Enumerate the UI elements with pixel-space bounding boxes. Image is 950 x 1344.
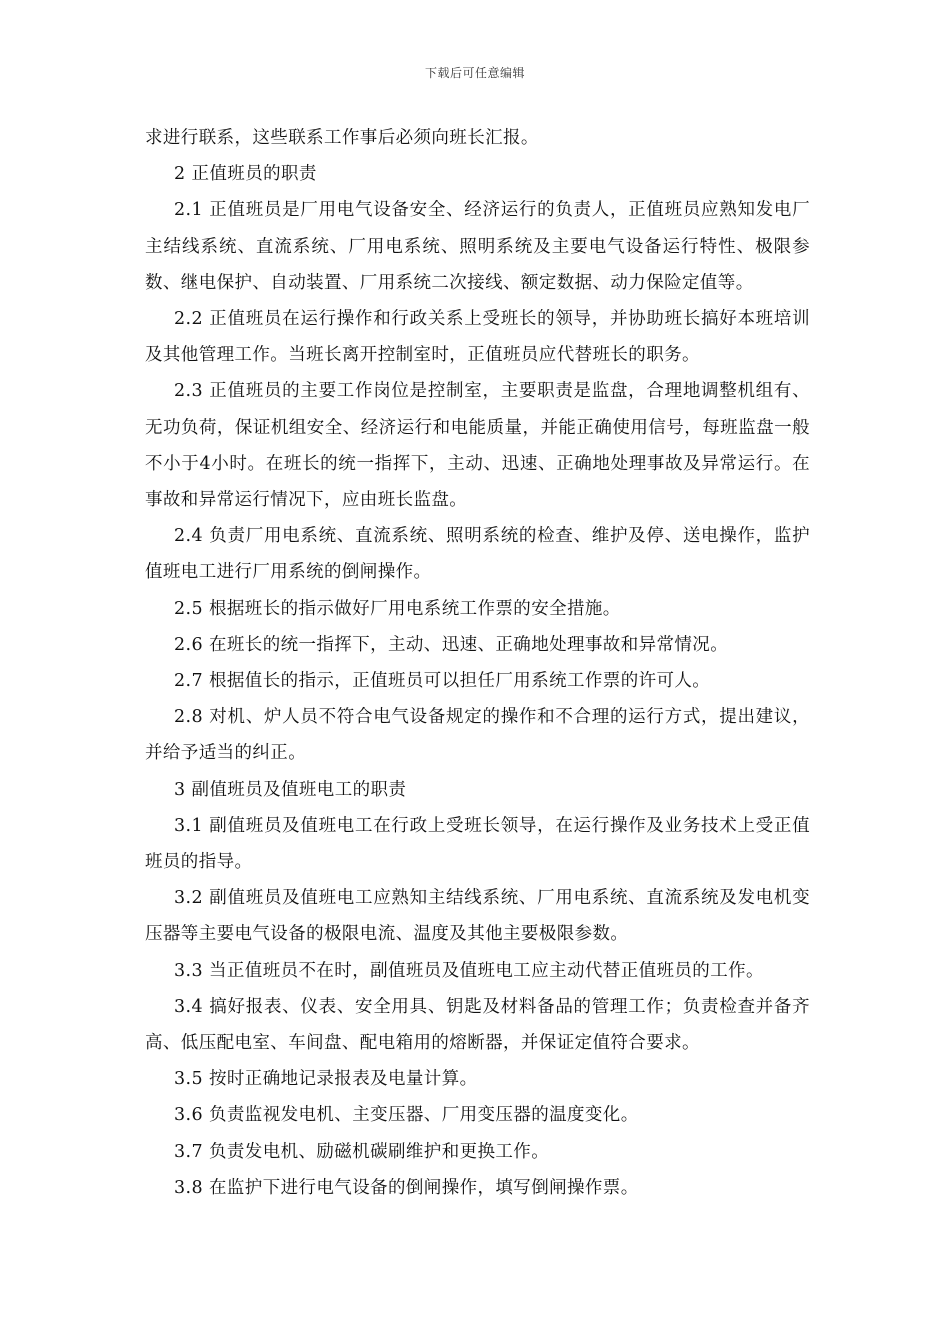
section-heading-2: 2 正值班员的职责 — [174, 164, 317, 185]
paragraph-3-7: 3.7 负责发电机、励磁机碳刷维护和更换工作。 — [174, 1141, 550, 1162]
paragraph-3-4: 3.4 搞好报表、仪表、安全用具、钥匙及材料备品的管理工作；负责检查并备齐高、低压配电室、车间盘、配电箱用的熔断器，并保证定值符合要求。 — [145, 996, 810, 1054]
paragraph-3-5: 3.5 按时正确地记录报表及电量计算。 — [174, 1069, 478, 1090]
paragraph-2-3: 2.3 正值班员的主要工作岗位是控制室，主要职责是监盘，合理地调整机组有、无功负荷，保证机组安全、经济运行和电能质量，并能正确使用信号，每班监盘一般不小于4小时。在班长的统一指挥下，主动、迅速、正确地处理事故及异常运行。在事故和异常运行情况下，应由班长监盘。 — [145, 381, 810, 511]
paragraph-3-8: 3.8 在监护下进行电气设备的倒闸操作，填写倒闸操作票。 — [174, 1177, 639, 1198]
document-body — [145, 120, 810, 1206]
paragraph-continuation: 求进行联系，这些联系工作事后必须向班长汇报。 — [145, 128, 539, 148]
page-header-note: 下载后可任意编辑 — [424, 66, 525, 80]
paragraph-2-8: 2.8 对机、炉人员不符合电气设备规定的操作和不合理的运行方式，提出建议，并给予适当的纠正。 — [145, 707, 810, 764]
paragraph-2-5: 2.5 根据班长的指示做好厂用电系统工作票的安全措施。 — [174, 598, 621, 619]
paragraph-2-1: 2.1 正值班员是厂用电气设备安全、经济运行的负责人，正值班员应熟知发电厂主结线系统、直流系统、厂用电系统、照明系统及主要电气设备运行特性、极限参数、继电保护、自动装置、厂用系统二次接线、额定数据、动力保险定值等。 — [145, 200, 810, 293]
paragraph-3-6: 3.6 负责监视发电机、主变压器、厂用变压器的温度变化。 — [174, 1105, 639, 1126]
paragraph-2-4: 2.4 负责厂用电系统、直流系统、照明系统的检查、维护及停、送电操作，监护值班电工进行厂用系统的倒闸操作。 — [145, 526, 810, 583]
paragraph-2-6: 2.6 在班长的统一指挥下，主动、迅速、正确地处理事故和异常情况。 — [174, 634, 729, 655]
paragraph-3-1: 3.1 副值班员及值班电工在行政上受班长领导，在运行操作及业务技术上受正值班员的指导。 — [145, 815, 810, 873]
paragraph-2-7: 2.7 根据值长的指示，正值班员可以担任厂用系统工作票的许可人。 — [174, 671, 711, 692]
paragraph-3-2: 3.2 副值班员及值班电工应熟知主结线系统、厂用电系统、直流系统及发电机变压器等主要电气设备的极限电流、温度及其他主要极限参数。 — [145, 888, 810, 945]
section-heading-3: 3 副值班员及值班电工的职责 — [174, 779, 407, 800]
paragraph-3-3: 3.3 当正值班员不在时，副值班员及值班电工应主动代替正值班员的工作。 — [174, 960, 764, 981]
paragraph-2-2: 2.2 正值班员在运行操作和行政关系上受班长的领导，并协助班长搞好本班培训及其他管理工作。当班长离开控制室时，正值班员应代替班长的职务。 — [145, 309, 810, 366]
